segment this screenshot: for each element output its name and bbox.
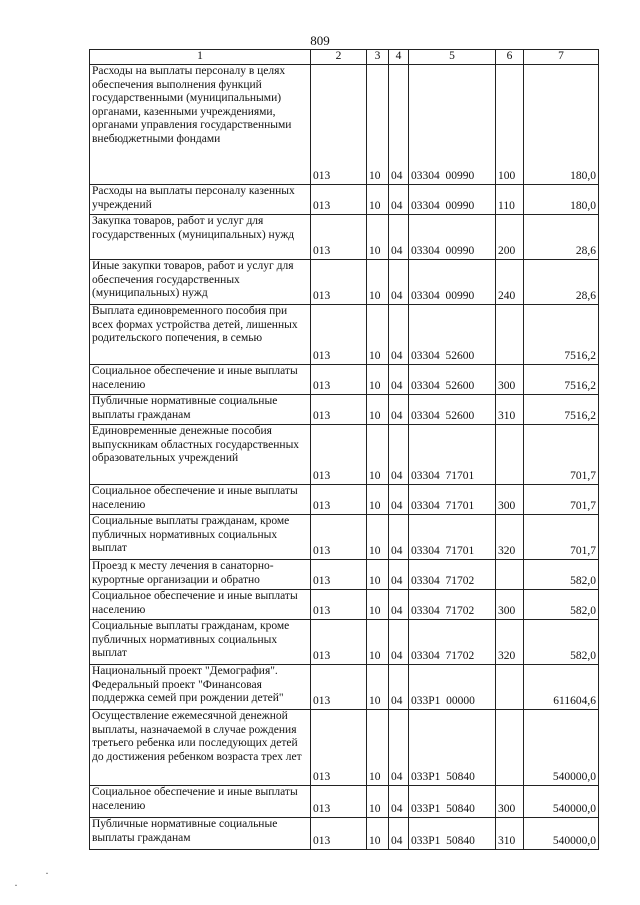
table-row <box>90 590 599 620</box>
row-code-3: 10 <box>367 515 389 560</box>
row-code-5: 033P1 50840 <box>409 786 496 818</box>
table-row <box>90 786 599 818</box>
row-code-6: 300 <box>496 365 524 395</box>
row-code-6 <box>496 665 524 710</box>
row-name: Социальные выплаты гражданам, кроме публичных нормативных социальных выплат <box>90 515 311 560</box>
row-code-2: 013 <box>311 786 367 818</box>
row-code-3: 10 <box>367 620 389 665</box>
row-name: Выплата единовременного пособия при всех формах устройства детей, лишенных родительского попечения, в семью <box>90 305 311 365</box>
row-code-2: 013 <box>311 395 367 425</box>
row-code-4: 04 <box>389 665 409 710</box>
row-amount: 540000,0 <box>524 786 599 818</box>
table-row <box>90 620 599 665</box>
row-code-4: 04 <box>389 425 409 485</box>
row-code-3: 10 <box>367 365 389 395</box>
row-code-5: 03304 00990 <box>409 215 496 260</box>
row-name: Социальное обеспечение и иные выплаты населению <box>90 365 311 395</box>
row-code-5: 03304 71702 <box>409 590 496 620</box>
row-amount: 582,0 <box>524 560 599 590</box>
row-code-5: 03304 71701 <box>409 485 496 515</box>
row-code-3: 10 <box>367 590 389 620</box>
table-row <box>90 65 599 185</box>
column-header-7: 7 <box>524 50 599 65</box>
table-row <box>90 215 599 260</box>
budget-table-body <box>90 50 599 850</box>
table-row <box>90 818 599 850</box>
row-code-5: 03304 00990 <box>409 260 496 305</box>
row-code-6: 240 <box>496 260 524 305</box>
row-amount: 540000,0 <box>524 818 599 850</box>
row-name: Публичные нормативные социальные выплаты гражданам <box>90 395 311 425</box>
row-code-4: 04 <box>389 260 409 305</box>
table-row <box>90 485 599 515</box>
row-name: Осуществление ежемесячной денежной выплаты, назначаемой в случае рождения третьего ребенка или последующих детей до достижения ребенком возраста трех лет <box>90 710 311 786</box>
row-code-5: 033P1 00000 <box>409 665 496 710</box>
column-header-2: 2 <box>311 50 367 65</box>
row-code-5: 03304 00990 <box>409 185 496 215</box>
row-code-4: 04 <box>389 395 409 425</box>
table-row <box>90 710 599 786</box>
row-name: Проезд к месту лечения в санаторно-курортные организации и обратно <box>90 560 311 590</box>
row-code-4: 04 <box>389 560 409 590</box>
row-code-4: 04 <box>389 590 409 620</box>
column-header-5: 5 <box>409 50 496 65</box>
row-code-6 <box>496 425 524 485</box>
row-name: Иные закупки товаров, работ и услуг для обеспечения государственных (муниципальных) нужд <box>90 260 311 305</box>
row-code-3: 10 <box>367 560 389 590</box>
row-code-6: 320 <box>496 515 524 560</box>
row-code-3: 10 <box>367 305 389 365</box>
column-header-4: 4 <box>389 50 409 65</box>
row-code-6: 310 <box>496 395 524 425</box>
row-code-4: 04 <box>389 818 409 850</box>
row-code-6: 200 <box>496 215 524 260</box>
table-header-row <box>90 50 599 65</box>
row-amount: 7516,2 <box>524 395 599 425</box>
row-code-6: 320 <box>496 620 524 665</box>
row-code-5: 03304 52600 <box>409 395 496 425</box>
row-code-5: 03304 71702 <box>409 620 496 665</box>
row-code-4: 04 <box>389 710 409 786</box>
row-amount: 701,7 <box>524 515 599 560</box>
table-row <box>90 515 599 560</box>
budget-table <box>89 49 599 850</box>
row-code-5: 03304 71702 <box>409 560 496 590</box>
row-code-2: 013 <box>311 365 367 395</box>
row-amount: 611604,6 <box>524 665 599 710</box>
row-name: Социальные выплаты гражданам, кроме публичных нормативных социальных выплат <box>90 620 311 665</box>
row-code-3: 10 <box>367 818 389 850</box>
row-code-4: 04 <box>389 305 409 365</box>
row-code-3: 10 <box>367 665 389 710</box>
row-code-2: 013 <box>311 65 367 185</box>
row-code-5: 03304 52600 <box>409 305 496 365</box>
row-code-6: 300 <box>496 786 524 818</box>
row-code-2: 013 <box>311 560 367 590</box>
row-code-2: 013 <box>311 185 367 215</box>
table-row <box>90 665 599 710</box>
row-code-3: 10 <box>367 395 389 425</box>
row-code-2: 013 <box>311 485 367 515</box>
row-code-4: 04 <box>389 485 409 515</box>
row-code-4: 04 <box>389 620 409 665</box>
row-name: Социальное обеспечение и иные выплаты населению <box>90 590 311 620</box>
row-code-6 <box>496 710 524 786</box>
row-code-5: 033P1 50840 <box>409 710 496 786</box>
row-code-4: 04 <box>389 215 409 260</box>
row-amount: 180,0 <box>524 65 599 185</box>
table-row <box>90 365 599 395</box>
table-row <box>90 305 599 365</box>
row-code-4: 04 <box>389 185 409 215</box>
row-amount: 701,7 <box>524 425 599 485</box>
row-code-2: 013 <box>311 620 367 665</box>
column-header-1: 1 <box>90 50 311 65</box>
row-name: Социальное обеспечение и иные выплаты населению <box>90 786 311 818</box>
row-code-6 <box>496 560 524 590</box>
row-code-4: 04 <box>389 515 409 560</box>
row-code-6: 110 <box>496 185 524 215</box>
row-code-3: 10 <box>367 425 389 485</box>
row-code-2: 013 <box>311 665 367 710</box>
row-name: Национальный проект "Демография". Федеральный проект "Финансовая поддержка семей при рождении детей" <box>90 665 311 710</box>
table-row <box>90 185 599 215</box>
scan-speck: · <box>45 866 49 880</box>
row-code-2: 013 <box>311 260 367 305</box>
row-code-5: 033P1 50840 <box>409 818 496 850</box>
page-number: 809 <box>310 33 330 48</box>
row-code-2: 013 <box>311 590 367 620</box>
row-code-6: 310 <box>496 818 524 850</box>
row-code-2: 013 <box>311 710 367 786</box>
row-code-4: 04 <box>389 65 409 185</box>
row-amount: 7516,2 <box>524 365 599 395</box>
row-code-6: 300 <box>496 590 524 620</box>
table-row <box>90 395 599 425</box>
scan-speck: · <box>14 878 18 892</box>
row-amount: 28,6 <box>524 260 599 305</box>
row-code-6: 300 <box>496 485 524 515</box>
row-code-6 <box>496 305 524 365</box>
table-row <box>90 260 599 305</box>
row-code-3: 10 <box>367 786 389 818</box>
row-name: Единовременные денежные пособия выпускникам областных государственных образовательных учреждений <box>90 425 311 485</box>
column-header-6: 6 <box>496 50 524 65</box>
row-code-3: 10 <box>367 215 389 260</box>
row-code-2: 013 <box>311 215 367 260</box>
table-row <box>90 425 599 485</box>
row-name: Расходы на выплаты персоналу казенных учреждений <box>90 185 311 215</box>
row-amount: 540000,0 <box>524 710 599 786</box>
row-code-5: 03304 71701 <box>409 515 496 560</box>
row-code-4: 04 <box>389 786 409 818</box>
row-amount: 701,7 <box>524 485 599 515</box>
row-amount: 28,6 <box>524 215 599 260</box>
row-code-4: 04 <box>389 365 409 395</box>
column-header-3: 3 <box>367 50 389 65</box>
row-amount: 582,0 <box>524 620 599 665</box>
row-code-3: 10 <box>367 485 389 515</box>
row-code-5: 03304 71701 <box>409 425 496 485</box>
row-code-2: 013 <box>311 305 367 365</box>
row-name: Публичные нормативные социальные выплаты гражданам <box>90 818 311 850</box>
row-amount: 180,0 <box>524 185 599 215</box>
row-name: Расходы на выплаты персоналу в целях обеспечения выполнения функций государственными (муниципальными) органами, казенными учреждениями, органами управления государственными внебюджетными фондами <box>90 65 311 185</box>
row-amount: 582,0 <box>524 590 599 620</box>
row-code-3: 10 <box>367 260 389 305</box>
row-code-6: 100 <box>496 65 524 185</box>
row-code-3: 10 <box>367 710 389 786</box>
row-code-3: 10 <box>367 65 389 185</box>
row-code-2: 013 <box>311 425 367 485</box>
row-name: Закупка товаров, работ и услуг для государственных (муниципальных) нужд <box>90 215 311 260</box>
row-code-2: 013 <box>311 818 367 850</box>
row-code-3: 10 <box>367 185 389 215</box>
row-name: Социальное обеспечение и иные выплаты населению <box>90 485 311 515</box>
table-row <box>90 560 599 590</box>
row-code-5: 03304 00990 <box>409 65 496 185</box>
row-amount: 7516,2 <box>524 305 599 365</box>
row-code-2: 013 <box>311 515 367 560</box>
row-code-5: 03304 52600 <box>409 365 496 395</box>
